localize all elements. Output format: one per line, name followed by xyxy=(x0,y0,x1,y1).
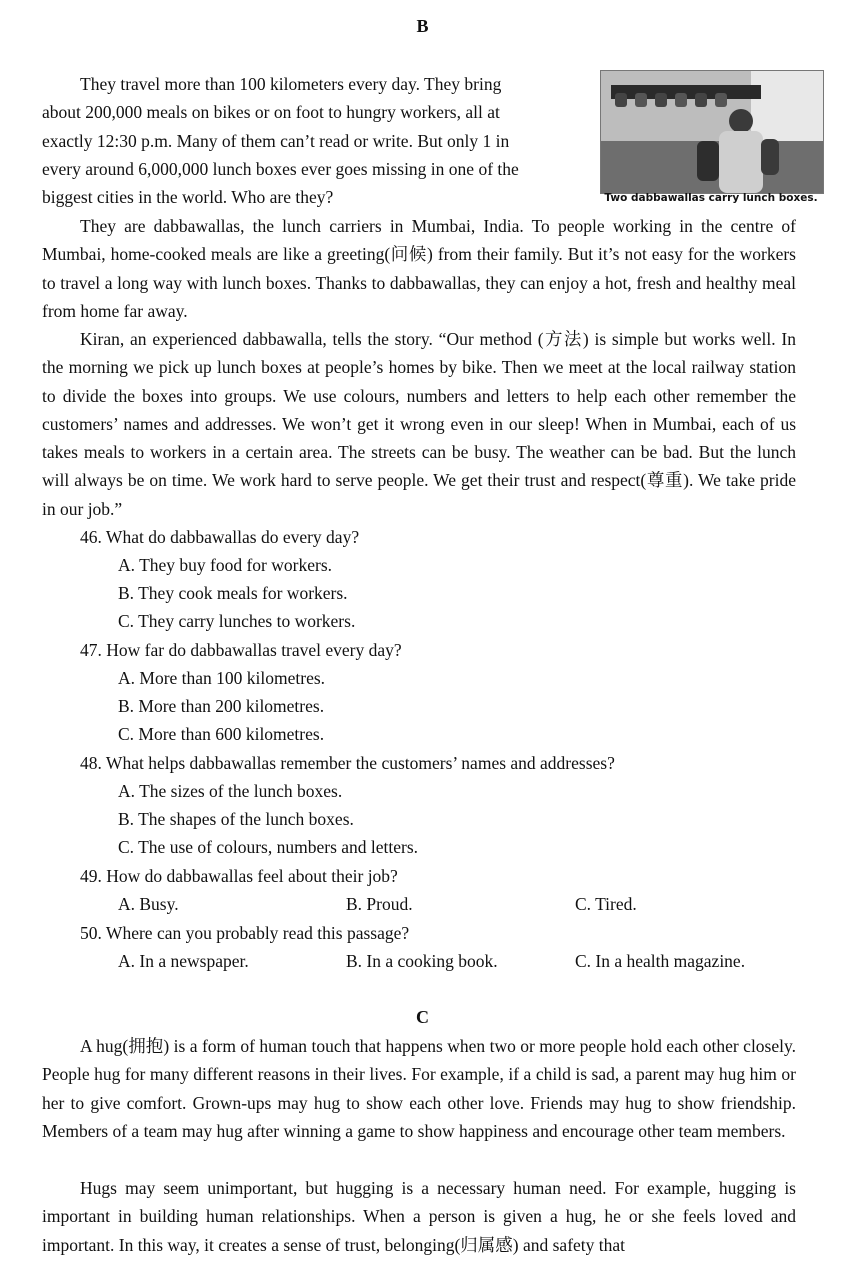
section-b-paragraph-2: They are dabbawallas, the lunch carriers in Mumbai, India. To people working in the centre of Mumbai, home-cooked meals are like a greeting(问候) from their family. But it’s not easy for the workers to travel a long way with lunch boxes. Thanks to dabbawallas, they can enjoy a hot, fresh and healthy meal from home far away. xyxy=(42,216,796,321)
q49-option-c: C. Tired. xyxy=(575,894,637,914)
q50-option-b: B. In a cooking book. xyxy=(346,951,498,971)
section-b-title: B xyxy=(416,16,429,36)
p1-line: every around 6,000,000 lunch boxes ever goes missing in one of the xyxy=(42,158,519,179)
p1-line: exactly 12:30 p.m. Many of them can’t read or write. But only 1 in xyxy=(42,130,510,151)
q46-option-a: A. They buy food for workers. xyxy=(118,555,333,575)
section-c-paragraph-1: A hug(拥抱) is a form of human touch that happens when two or more people hold each other closely. People hug for many different reasons in their lives. For example, if a child is sad, a parent may hug him or her to give comfort. Grown-ups may hug to show each other love. Friends may hug to show friendship. Members of a team may hug after winning a game to show happiness and encourage other team members. xyxy=(42,1036,796,1141)
p1-line: about 200,000 meals on bikes or on foot to hungry workers, all at xyxy=(42,102,500,123)
q50-option-a: A. In a newspaper. xyxy=(118,951,249,971)
section-c-title: C xyxy=(416,1007,429,1027)
question-49: 49. How do dabbawallas feel about their job? xyxy=(80,866,398,886)
section-b-paragraph-1 xyxy=(42,70,562,211)
p1-line: biggest cities in the world. Who are they? xyxy=(42,187,334,208)
question-47: 47. How far do dabbawallas travel every day? xyxy=(80,640,402,660)
question-50: 50. Where can you probably read this passage? xyxy=(80,923,410,943)
q46-option-c: C. They carry lunches to workers. xyxy=(118,611,356,631)
dabbawallas-photo-illustration xyxy=(601,71,823,193)
q48-option-a: A. The sizes of the lunch boxes. xyxy=(118,781,343,801)
question-46: 46. What do dabbawallas do every day? xyxy=(80,527,360,547)
q49-option-b: B. Proud. xyxy=(346,894,413,914)
question-48: 48. What helps dabbawallas remember the customers’ names and addresses? xyxy=(80,753,615,773)
q46-option-b: B. They cook meals for workers. xyxy=(118,583,348,603)
q47-option-c: C. More than 600 kilometres. xyxy=(118,724,325,744)
dabbawallas-photo xyxy=(600,70,824,194)
q47-option-b: B. More than 200 kilometres. xyxy=(118,696,325,716)
photo-caption: Two dabbawallas carry lunch boxes. xyxy=(604,192,818,204)
section-c-paragraph-2: Hugs may seem unimportant, but hugging is a necessary human need. For example, hugging is important in building human relationships. When a person is given a hug, he or she feels loved and important. In this way, it creates a sense of trust, belonging(归属感) and safety that xyxy=(42,1178,796,1255)
q50-option-c: C. In a health magazine. xyxy=(575,951,746,971)
p1-line: They travel more than 100 kilometers every day. They bring xyxy=(80,74,502,94)
q48-option-c: C. The use of colours, numbers and letters. xyxy=(118,837,419,857)
section-b-paragraph-3: Kiran, an experienced dabbawalla, tells the story. “Our method (方法) is simple but works well. In the morning we pick up lunch boxes at people’s homes by bike. Then we meet at the local railway station to divide the boxes into groups. We use colours, numbers and letters to help each other remember the customers’ names and addresses. We won’t get it wrong even in our sleep! When in Mumbai, each of us takes meals to workers in a certain area. The streets can be busy. The weather can be bad. But the lunch will always be on time. We work hard to serve people. We get their trust and respect(尊重). We take pride in our job.” xyxy=(42,329,796,519)
q49-option-a: A. Busy. xyxy=(118,894,179,914)
q47-option-a: A. More than 100 kilometres. xyxy=(118,668,326,688)
q48-option-b: B. The shapes of the lunch boxes. xyxy=(118,809,354,829)
